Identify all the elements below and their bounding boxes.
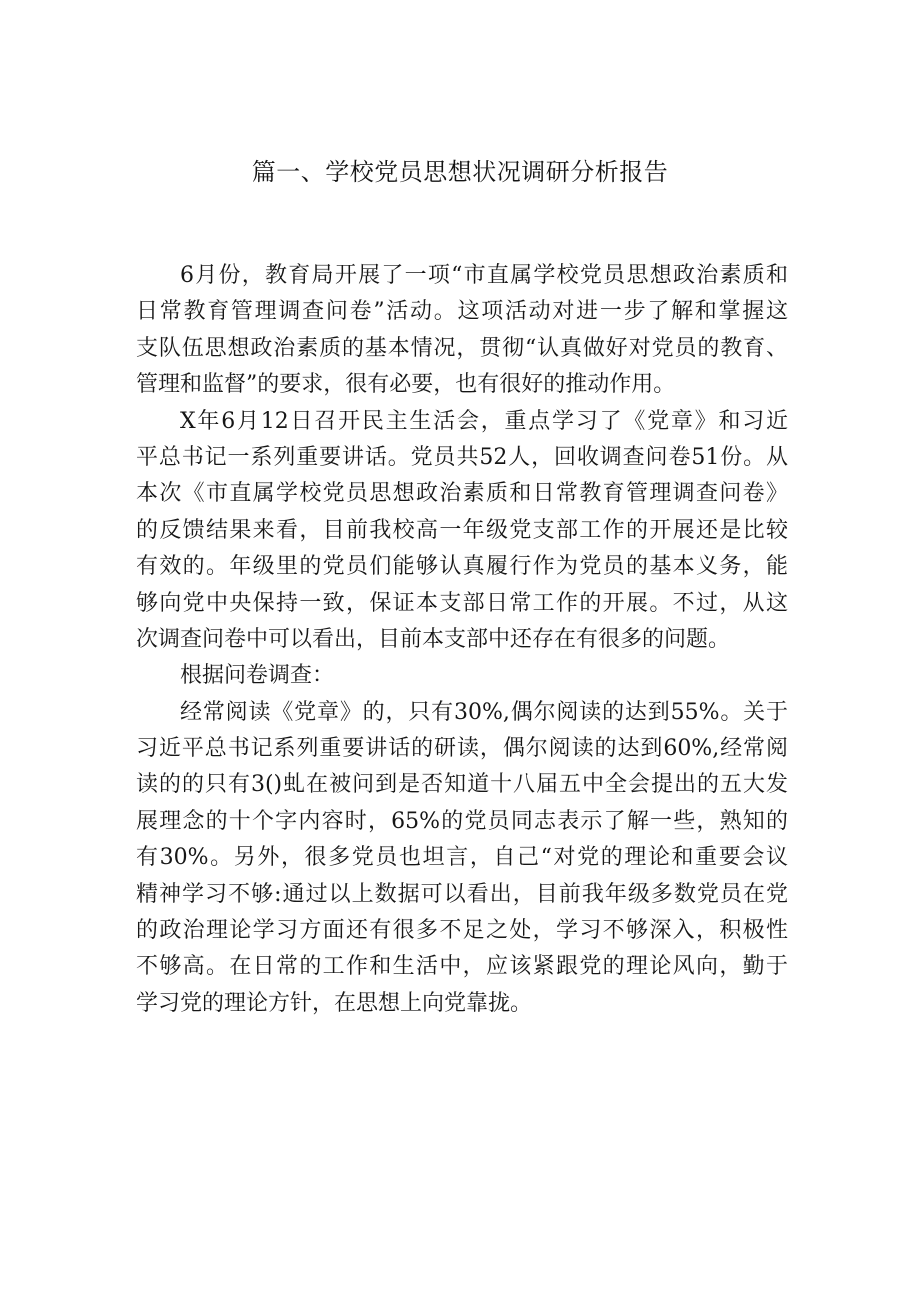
paragraph-line: 本次《市直属学校党员思想政治素质和日常教育管理调查问卷》 bbox=[136, 481, 788, 507]
paragraph-line: 日常教育管理调查问卷”活动。这项活动对进一步了解和掌握这 bbox=[136, 299, 788, 325]
paragraph bbox=[136, 258, 788, 404]
paragraph bbox=[136, 658, 788, 694]
document-title: 篇一、学校党员思想状况调研分析报告 bbox=[251, 158, 669, 186]
paragraph-line: 的反馈结果来看，目前我校高一年级党支部工作的开展还是比较 bbox=[136, 517, 788, 543]
paragraph-line: 读的的只有3()虬在被问到是否知道十八届五中全会提出的五大发 bbox=[136, 772, 788, 798]
paragraph bbox=[136, 695, 788, 1023]
paragraph-line: 习近平总书记系列重要讲话的研读，偶尔阅读的达到60%,经常阅 bbox=[136, 736, 788, 762]
paragraph-line: 经常阅读《党章》的，只有30%,偶尔阅读的达到55%。关于 bbox=[180, 699, 788, 725]
paragraph-line: 管理和监督”的要求，很有必要，也有很好的推动作用。 bbox=[136, 372, 676, 398]
paragraph-line: 根据问卷调查： bbox=[180, 663, 335, 689]
paragraph-line: 支队伍思想政治素质的基本情况，贯彻“认真做好对党员的教育、 bbox=[136, 335, 788, 361]
paragraph-line: 有30%。另外，很多党员也坦言，自己“对党的理论和重要会议 bbox=[136, 845, 788, 871]
paragraph-line: X年6月12日召开民主生活会，重点学习了《党章》和习近 bbox=[180, 408, 788, 434]
paragraph bbox=[136, 404, 788, 659]
paragraph-line: 学习党的理论方针，在思想上向党靠拢。 bbox=[136, 990, 533, 1016]
document-body bbox=[136, 258, 788, 1022]
paragraph-line: 有效的。年级里的党员们能够认真履行作为党员的基本义务，能 bbox=[136, 554, 788, 580]
paragraph-line: 平总书记一系列重要讲话。党员共52人，回收调查问卷51份。从 bbox=[136, 444, 788, 470]
paragraph-line: 不够高。在日常的工作和生活中，应该紧跟党的理论风向，勤于 bbox=[136, 954, 788, 980]
paragraph-line: 够向党中央保持一致，保证本支部日常工作的开展。不过，从这 bbox=[136, 590, 788, 616]
paragraph-line: 的政治理论学习方面还有很多不足之处，学习不够深入，积极性 bbox=[136, 918, 788, 944]
paragraph-line: 精神学习不够:通过以上数据可以看出，目前我年级多数党员在党 bbox=[136, 881, 788, 907]
paragraph-line: 展理念的十个字内容时，65%的党员同志表示了解一些，熟知的 bbox=[136, 808, 788, 834]
paragraph-line: 6月份，教育局开展了一项“市直属学校党员思想政治素质和 bbox=[180, 263, 788, 288]
paragraph-line: 次调查问卷中可以看出，目前本支部中还存在有很多的问题。 bbox=[136, 626, 731, 652]
